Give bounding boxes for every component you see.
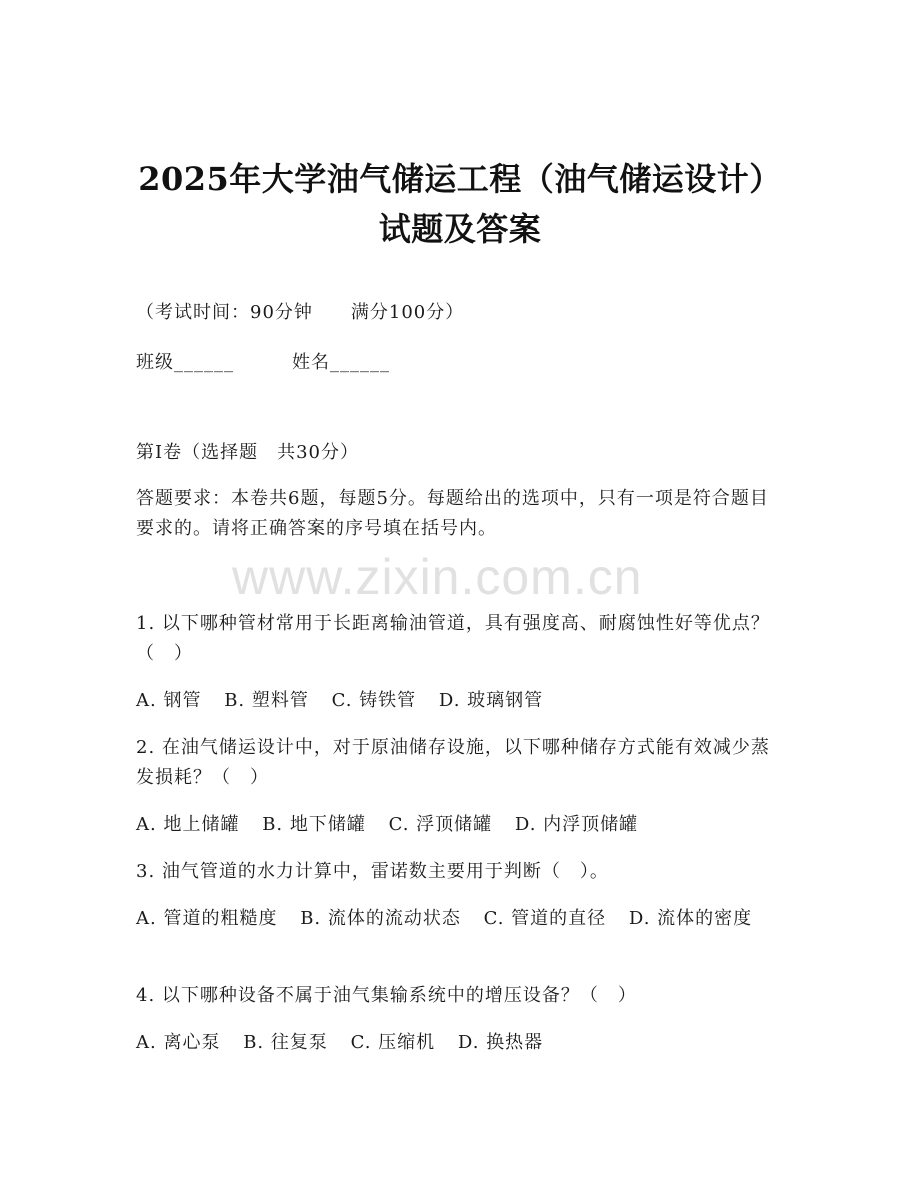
option-c: C. 浮顶储罐 <box>388 814 493 835</box>
option-a: A. 地上储罐 <box>136 814 240 835</box>
question-options <box>136 686 786 716</box>
option-c: C. 管道的直径 <box>483 908 607 929</box>
question-stem: 1. 以下哪种管材常用于长距离输油管道，具有强度高、耐腐蚀性好等优点？（ ） <box>136 613 770 664</box>
section-heading: 第I卷（选择题 共30分） <box>136 442 360 463</box>
option-b: B. 流体的流动状态 <box>300 908 461 929</box>
class-label: 班级______ <box>136 352 234 373</box>
student-info <box>136 348 786 378</box>
question-options <box>136 810 786 840</box>
question-options <box>136 1028 786 1058</box>
exam-meta: （考试时间：90分钟 满分100分） <box>136 302 465 323</box>
name-label: 姓名______ <box>292 352 390 373</box>
option-d: D. 流体的密度 <box>628 908 753 929</box>
instructions: 答题要求：本卷共6题，每题5分。每题给出的选项中，只有一项是符合题目要求的。请将正确答案的序号填在括号内。 <box>136 488 769 539</box>
option-b: B. 地下储罐 <box>262 814 366 835</box>
question-stem: 3. 油气管道的水力计算中，雷诺数主要用于判断（ ）。 <box>136 861 609 882</box>
option-b: B. 塑料管 <box>224 690 309 711</box>
option-d: D. 换热器 <box>457 1032 544 1053</box>
option-d: D. 内浮顶储罐 <box>514 814 639 835</box>
option-a: A. 钢管 <box>136 690 202 711</box>
watermark: www.zixin.com.cn <box>232 549 643 605</box>
option-c: C. 铸铁管 <box>331 690 417 711</box>
option-a: A. 离心泵 <box>136 1032 221 1053</box>
question-options <box>136 904 786 934</box>
document-title-line2: 试题及答案 <box>378 210 542 248</box>
option-a: A. 管道的粗糙度 <box>136 908 278 929</box>
question-stem: 2. 在油气储运设计中，对于原油储存设施，以下哪种储存方式能有效减少蒸发损耗？（ ） <box>136 737 770 788</box>
option-b: B. 往复泵 <box>243 1032 328 1053</box>
option-c: C. 压缩机 <box>350 1032 436 1053</box>
question-stem: 4. 以下哪种设备不属于油气集输系统中的增压设备？（ ） <box>136 985 637 1006</box>
option-d: D. 玻璃钢管 <box>438 690 544 711</box>
document-title-line1: 2025年大学油气储运工程（油气储运设计） <box>138 160 782 198</box>
